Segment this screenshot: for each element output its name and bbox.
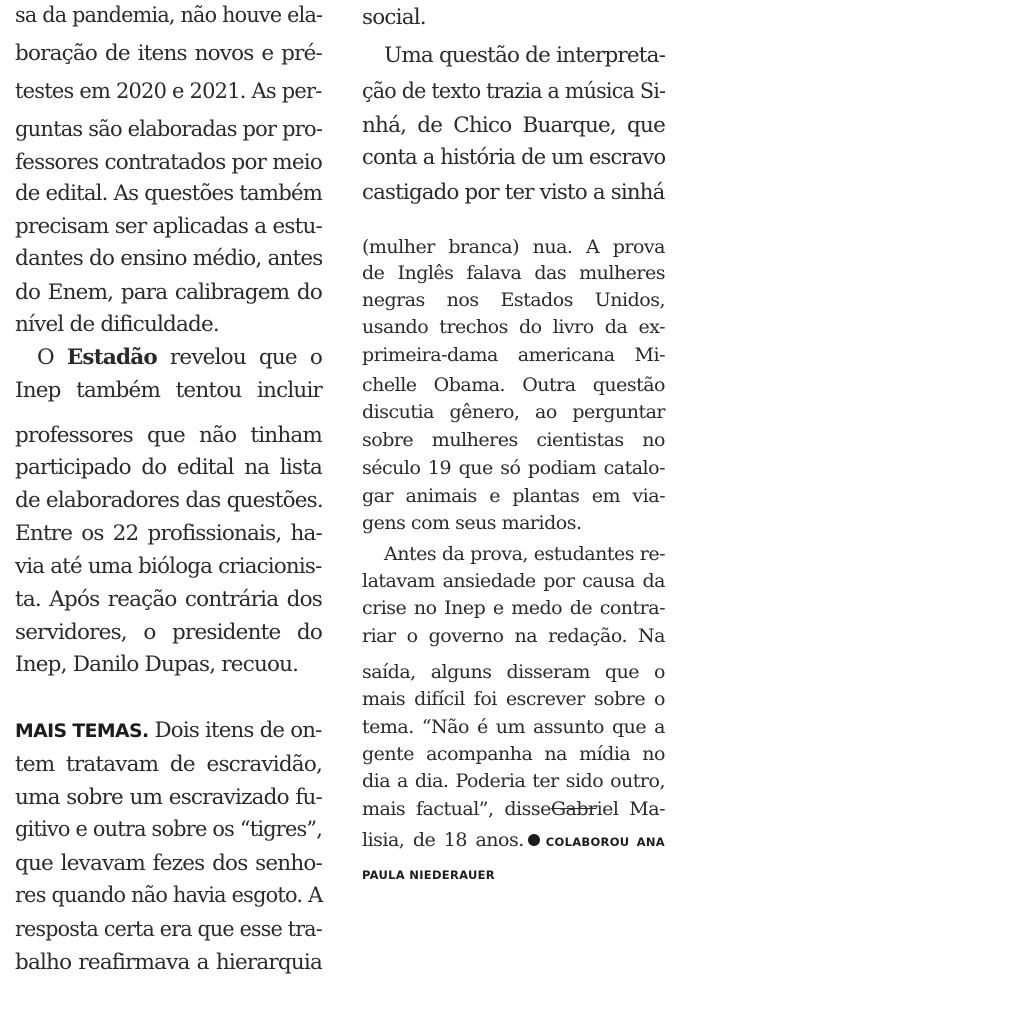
text-span: Dois itens de on-: [154, 718, 322, 743]
text-line: nível de dificuldade.: [15, 312, 219, 337]
text-line: balho reafirmava a hierarquia: [15, 950, 322, 975]
text-line: Entre os 22 profissionais, ha-: [15, 521, 322, 546]
text-line: social.: [362, 5, 426, 30]
text-line: mais difícil foi escrever sobre o: [362, 688, 665, 710]
text-line: professores que não tinham: [15, 423, 322, 448]
text-line: gente acompanha na mídia no: [362, 743, 665, 765]
publication-name: Estadão: [66, 345, 157, 370]
text-span: lisia, de 18 anos.: [362, 829, 524, 851]
text-line: latavam ansiedade por causa da: [362, 570, 665, 592]
text-line: sobre mulheres cientistas no: [362, 429, 665, 451]
text-line: usando trechos do livro da ex-: [362, 316, 665, 338]
text-line: gar animais e plantas em via-: [362, 485, 665, 507]
text-line: de elaboradores das questões.: [15, 488, 323, 513]
text-line: riar o governo na redação. Na: [362, 625, 665, 647]
text-line: de edital. As questões também: [15, 181, 323, 206]
text-line: castigado por ter visto a sinhá: [362, 180, 665, 205]
text-line: Antes da prova, estudantes re-: [384, 543, 665, 565]
text-line: res quando não havia esgoto. A: [15, 883, 323, 908]
text-line: chelle Obama. Outra questão: [362, 374, 665, 396]
text-line: Uma questão de interpreta-: [384, 43, 666, 68]
text-line: Inep, Danilo Dupas, recuou.: [15, 652, 299, 677]
text-line-with-credit: [362, 831, 665, 850]
text-line: crise no Inep e medo de contra-: [362, 597, 665, 619]
byline-credit: PAULA NIEDERAUER: [362, 868, 495, 882]
text-line: boração de itens novos e pré-: [15, 41, 322, 66]
byline-credit-line: [362, 864, 665, 883]
text-line: tema. “Não é um assunto que a: [362, 716, 665, 738]
text-line: que levavam fezes dos senho-: [15, 851, 322, 876]
text-line: fessores contratados por meio: [15, 150, 322, 175]
text-line: saída, alguns disseram que o: [362, 661, 665, 683]
text-line: via até uma bióloga criacionis-: [15, 554, 322, 579]
text-line: do Enem, para calibragem do: [15, 280, 322, 305]
text-line: uma sobre um escravizado fu-: [15, 785, 322, 810]
text-line: ta. Após reação contrária dos: [15, 587, 322, 612]
text-line-with-kicker: [15, 718, 322, 743]
text-span: mais factual”, disse: [362, 798, 551, 820]
section-kicker: MAIS TEMAS.: [15, 720, 149, 742]
text-line: testes em 2020 e 2021. As per-: [15, 79, 322, 104]
text-line: gens com seus maridos.: [362, 512, 582, 534]
text-line: conta a história de um escravo: [362, 145, 666, 170]
text-span: revelou que o: [169, 345, 322, 370]
text-line: de Inglês falava das mulheres: [362, 262, 665, 284]
text-line: discutia gênero, ao perguntar: [362, 401, 665, 423]
text-line-with-strike: [362, 800, 665, 819]
text-line: participado do edital na lista: [15, 455, 322, 480]
text-line: século 19 que só podiam catalo-: [362, 457, 665, 479]
text-line: tem tratavam de escravidão,: [15, 752, 322, 777]
text-span: O: [37, 345, 54, 370]
text-line: nhá, de Chico Buarque, que: [362, 113, 665, 138]
text-line: guntas são elaboradas por pro-: [15, 117, 323, 142]
text-line: Inep também tentou incluir: [15, 378, 322, 403]
text-line: resposta certa era que esse tra-: [15, 917, 322, 942]
text-line: sa da pandemia, não houve ela-: [15, 3, 323, 28]
text-line: (mulher branca) nua. A prova: [362, 236, 665, 258]
text-line: negras nos Estados Unidos,: [362, 289, 665, 311]
end-mark-bullet-icon: [528, 834, 540, 846]
text-line: dantes do ensino médio, antes: [15, 246, 323, 271]
byline-credit: COLABOROU ANA: [545, 835, 665, 849]
text-line-with-bold: [15, 347, 322, 369]
text-line: ção de texto trazia a música Si-: [362, 79, 666, 104]
text-line: dia a dia. Poderia ter sido outro,: [362, 770, 665, 792]
struck-text: Gabr: [550, 798, 597, 820]
text-span: iel Ma-: [596, 798, 666, 820]
text-line: servidores, o presidente do: [15, 620, 322, 645]
text-line: primeira-dama americana Mi-: [362, 344, 665, 366]
text-line: precisam ser aplicadas a estu-: [15, 214, 322, 239]
text-line: gitivo e outra sobre os “tigres”,: [15, 817, 323, 842]
